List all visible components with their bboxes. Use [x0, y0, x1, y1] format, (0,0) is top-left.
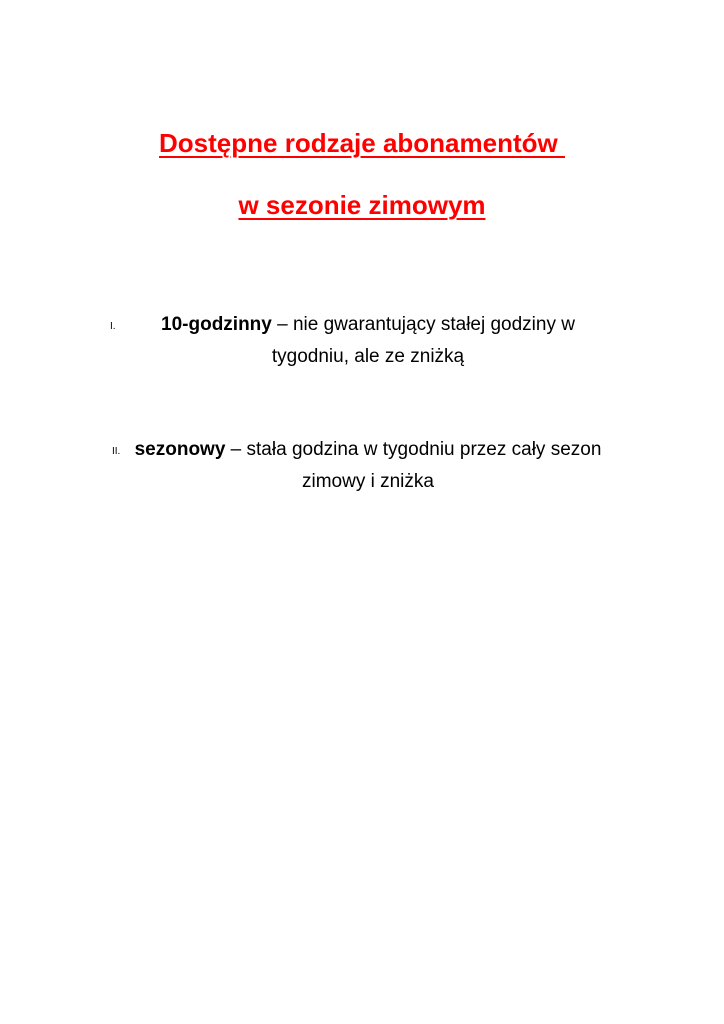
list-item-1-description: – nie gwarantujący stałej godziny w tygodniu, ale ze zniżką — [271, 314, 575, 367]
page-title-line-2 — [0, 190, 724, 221]
list-item-marker-2: II. — [112, 446, 121, 457]
list-item-2 — [120, 434, 616, 498]
page-title-line-1 — [0, 128, 724, 159]
page-title-line-2-text: w sezonie zimowym — [238, 190, 486, 220]
list-item-marker-1: I. — [110, 321, 116, 332]
list-item-2-description: – stała godzina w tygodniu przez cały sezon zimowy i zniżka — [225, 439, 602, 492]
list-item-2-term: sezonowy — [134, 439, 226, 460]
page-title-line-1-text: Dostępne rodzaje abonamentów — [159, 128, 565, 158]
list-item-1-term: 10-godzinny — [161, 314, 272, 335]
list-item-1 — [120, 309, 616, 373]
